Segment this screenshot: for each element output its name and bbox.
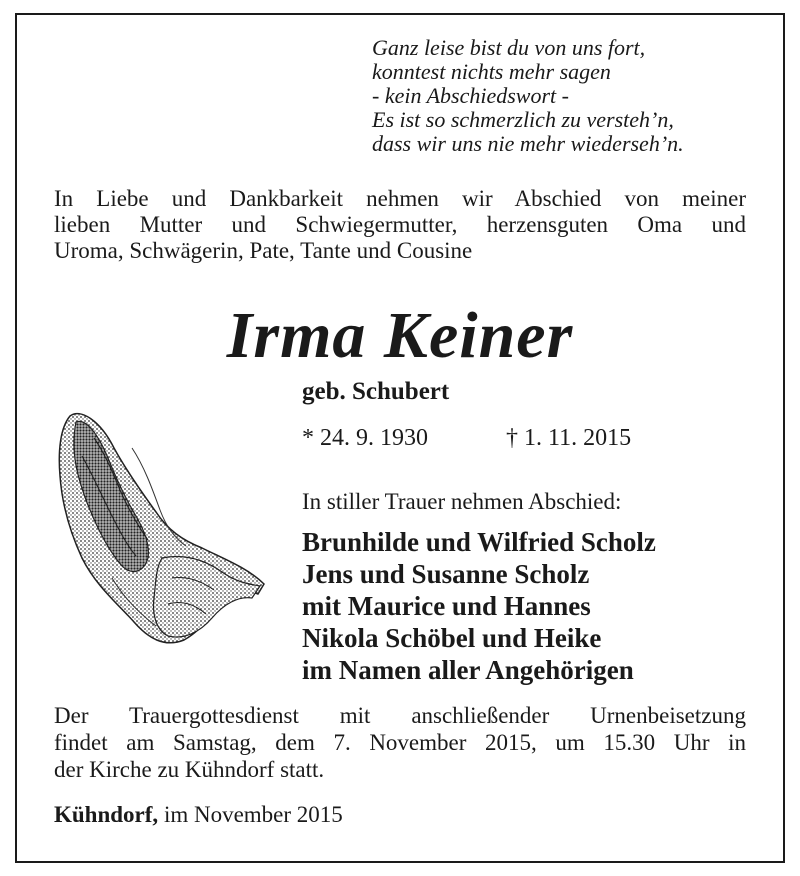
intro-line: In Liebe und Dankbarkeit nehmen wir Abschied von meiner (54, 186, 746, 211)
service-line: Der Trauergottesdienst mit anschließender Urnenbeisetzung (54, 703, 746, 728)
mourners-intro: In stiller Trauer nehmen Abschied: (302, 489, 622, 514)
closing-line (54, 800, 343, 830)
poem-line: Es ist so schmerzlich zu versteh’n, (372, 107, 674, 132)
death-date: † 1. 11. 2015 (506, 425, 632, 451)
poem (372, 36, 684, 156)
mourner-line: Nikola Schöbel und Heike (302, 623, 602, 653)
mourner-line: mit Maurice und Hannes (302, 591, 591, 621)
mourner-line: Jens und Susanne Scholz (302, 559, 590, 589)
service-text (54, 702, 746, 783)
poem-line: konntest nichts mehr sagen (372, 59, 611, 84)
mourner-line: im Namen aller Angehörigen (302, 655, 634, 685)
closing-place: Kühndorf, (54, 802, 159, 827)
closing-date: im November 2015 (163, 802, 343, 827)
poem-line: Ganz leise bist du von uns fort, (372, 35, 646, 60)
service-line: der Kirche zu Kühndorf statt. (54, 757, 325, 782)
life-dates (302, 422, 632, 454)
mourner-line: Brunhilde und Wilfried Scholz (302, 527, 656, 557)
praying-hands-icon (52, 408, 266, 648)
birth-date: * 24. 9. 1930 (302, 425, 428, 451)
mourners-list (302, 526, 656, 686)
poem-line: dass wir uns nie mehr wiederseh’n. (372, 131, 684, 156)
intro-text (54, 186, 746, 264)
maiden-name: geb. Schubert (302, 378, 450, 405)
service-line: findet am Samstag, dem 7. November 2015, um 15.30 Uhr in (54, 730, 746, 755)
deceased-name: Irma Keiner (226, 299, 574, 372)
poem-line: - kein Abschiedswort - (372, 83, 569, 108)
intro-line: lieben Mutter und Schwiegermutter, herzensguten Oma und (54, 212, 746, 237)
intro-line: Uroma, Schwägerin, Pate, Tante und Cousine (54, 238, 473, 263)
